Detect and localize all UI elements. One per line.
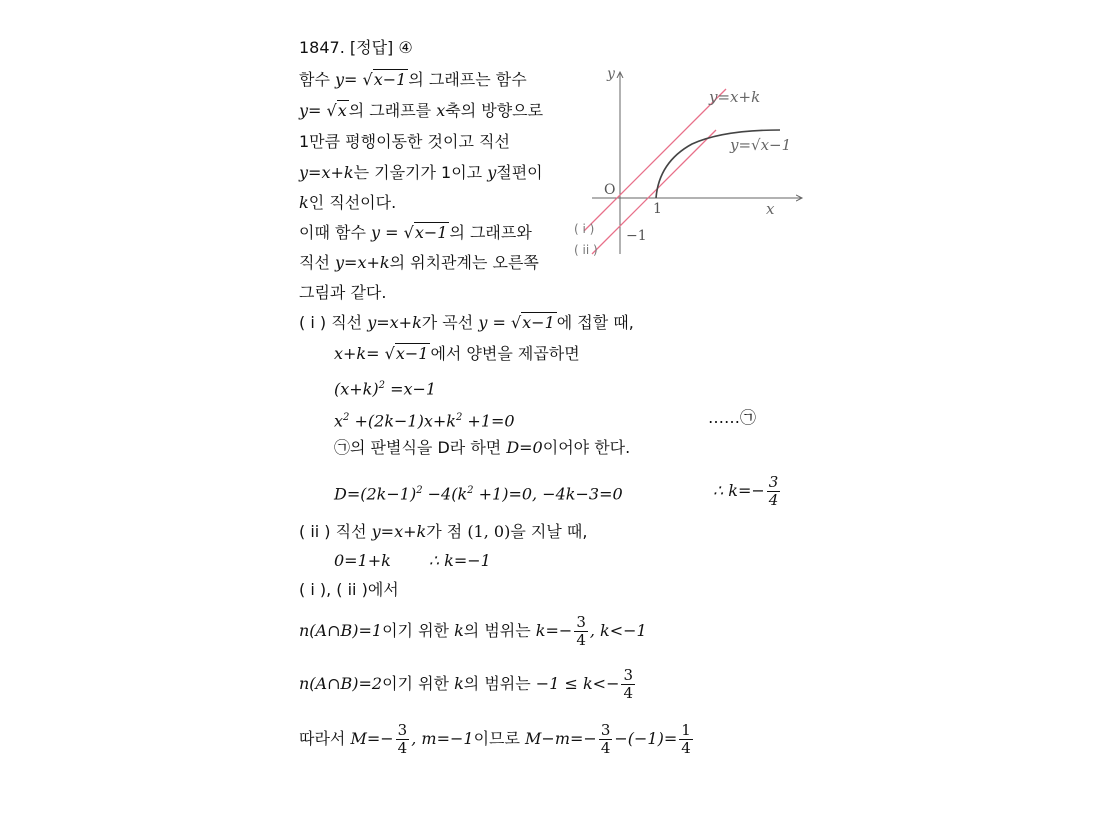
line-label: y=x+k — [709, 88, 761, 106]
y-axis-label: y — [607, 66, 615, 82]
answer-tag: [정답] — [349, 38, 394, 57]
answer-mark: ④ — [398, 38, 413, 57]
result-2: n(A∩B)=2이기 위한 k의 범위는 −1 ≤ k<− $\frac{3}{4}$ — [299, 666, 634, 702]
text-line-5: k인 직선이다. — [299, 193, 397, 212]
case1-eq3-tag: ……㉠ — [708, 408, 757, 427]
case1-eq2: $(x+k)^2 =x-1$ — [334, 379, 437, 399]
text-line-3: 1만큼 평행이동한 것이고 직선 — [299, 132, 510, 151]
text-line-6: 이때 함수 y = √x−1 의 그래프와 — [299, 223, 532, 242]
problem-number: 1847. — [299, 38, 345, 57]
result-1: n(A∩B)=1이기 위한 k의 범위는 k=− $\frac{3}{4}$ , k<−1 — [299, 613, 647, 649]
function-graph — [574, 64, 814, 259]
text-line-7: 직선 y=x+k의 위치관계는 오른쪽 — [299, 253, 539, 272]
case-i-label: ( i ) — [574, 222, 595, 236]
case1-eq4: $D=(2k-1)^2 -4(k^2 +1)=0$, −4k−3=0 — [334, 484, 623, 504]
y-tick-minus-1: −1 — [626, 228, 647, 244]
case1-eq3: $x^2 +(2k-1)x+k^2 +1=0$ — [334, 411, 515, 431]
case1-eq1: x+k= √x−1 에서 양변을 제곱하면 — [334, 344, 580, 363]
text-line-8: 그림과 같다. — [299, 283, 387, 302]
problem-header — [299, 38, 413, 58]
text-line-4: y=x+k는 기울기가 1이고 y절편이 — [299, 163, 543, 182]
x-axis-label: x — [766, 200, 775, 218]
text-line-2: y= √x 의 그래프를 x축의 방향으로 — [299, 101, 544, 120]
case1-heading: ( i ) 직선 y=x+k가 곡선 y = √x−1 에 접할 때, — [299, 313, 634, 332]
case2-eq: 0=1+k ∴ k=−1 — [334, 551, 491, 570]
final-answer: 따라서 M=− $\frac{3}{4}$ , m=−1이므로 M−m=− $\frac{3}{4}$ −(−1)= $\frac{1}{4}$ — [299, 721, 691, 757]
case1-k-result: ∴ k=− $\frac{3}{4}$ — [713, 473, 779, 509]
combine-line: ( i ), ( ii )에서 — [299, 580, 399, 599]
curve-label: y=√x−1 — [730, 136, 792, 154]
x-tick-1: 1 — [653, 201, 662, 217]
origin-label: O — [604, 182, 616, 198]
case2-heading: ( ii ) 직선 y=x+k가 점 (1, 0)을 지날 때, — [299, 522, 588, 541]
case-ii-label: ( ii ) — [574, 243, 598, 257]
text-line-1: 함수 y= √x−1 의 그래프는 함수 — [299, 70, 527, 89]
case1-discriminant: ㉠의 판별식을 D라 하면 D=0이어야 한다. — [334, 438, 631, 457]
